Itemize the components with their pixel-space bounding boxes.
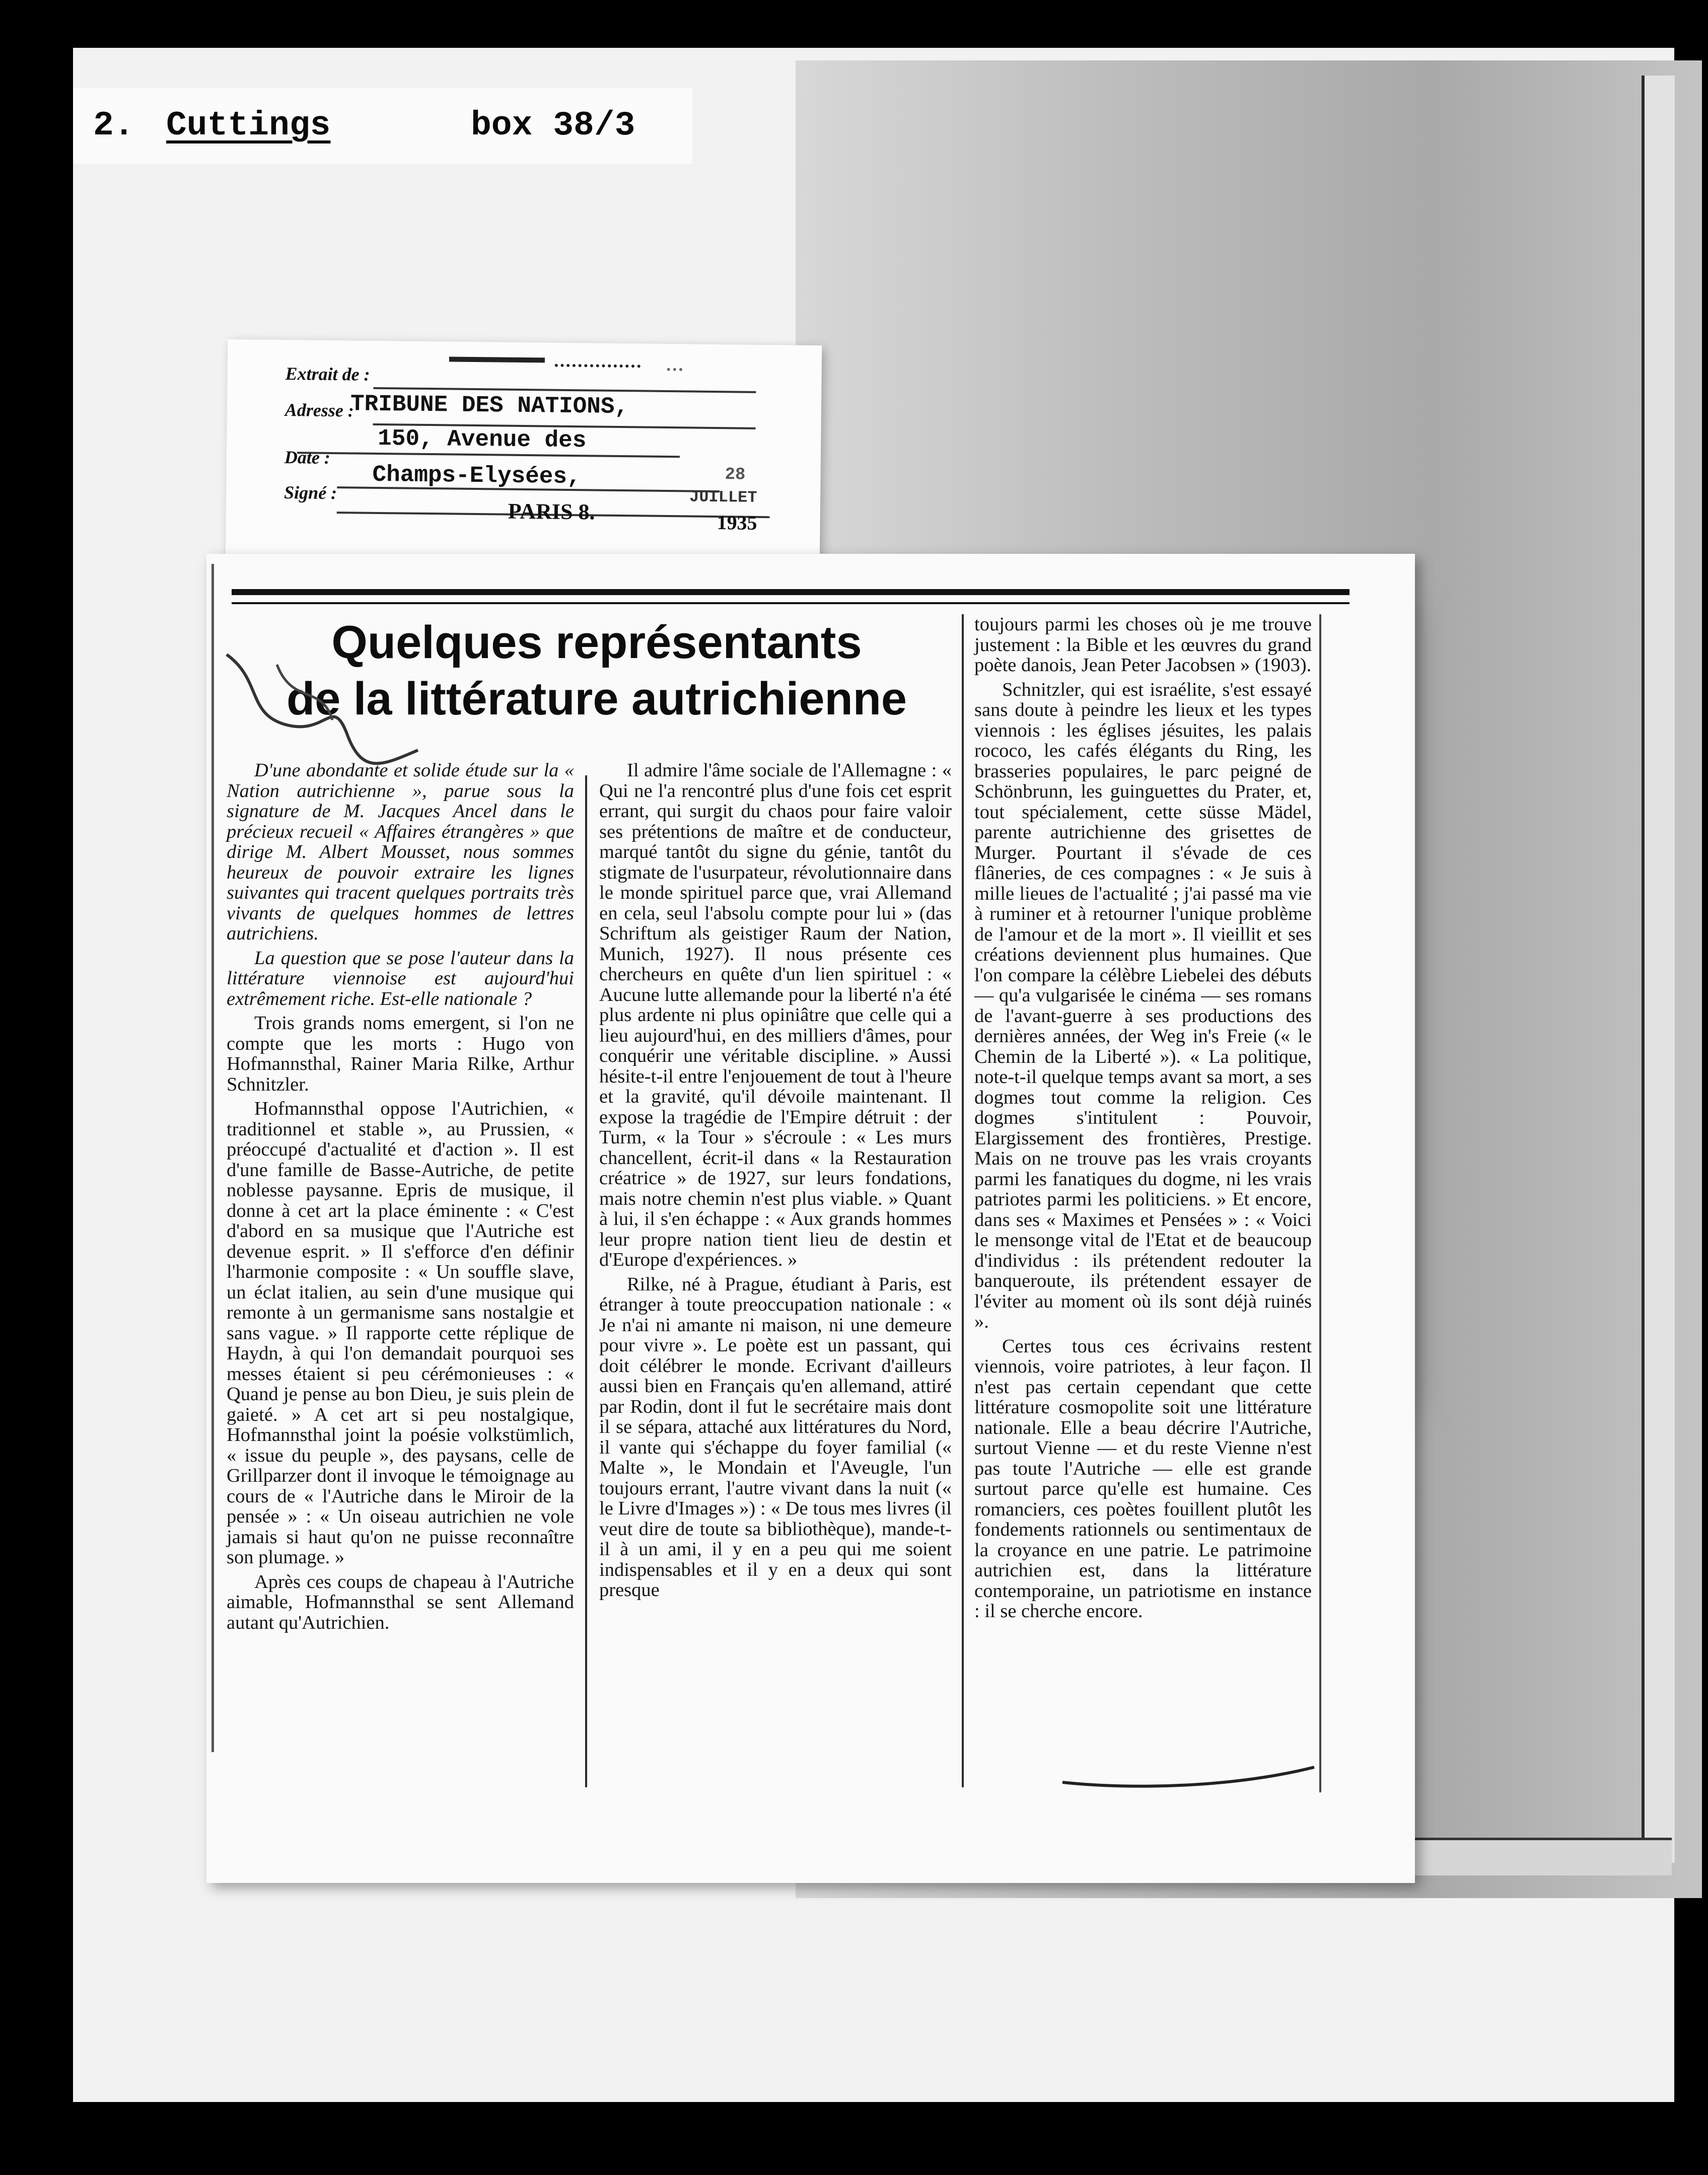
slip-label-extrait: Extrait de : [285,364,370,385]
slip-wave-rule [555,359,640,368]
archive-box: box 38/3 [471,106,635,145]
article-paragraph: Hofmannsthal oppose l'Autrichien, « traditionnel et stable », au Prussien, « préoccupé d'actualité et d'action ». Il est d'une famille de Basse-Autriche, de petite noblesse paysanne. Epris de musique, il donne à cet art la place éminente : « C'est d'abord en sa musique que l'Autriche est devenue esprit. » Il s'efforce d'en définir l'harmonie composite : « Un souffle slave, un éclat italien, au sein d'une musique qui remonte à un germanisme sans nostalgie et sans vague. » Il rapporte cette réplique de Haydn, à qui l'on demandait pourquoi ses messes étaient si peu cérémonieuses : « Quand je pense au bon Dieu, je suis plein de gaieté. » A cet art si peu nostalgique, Hofmannsthal joint la poésie volkstümlich, « issue du peuple », des paysans, celle de Grillparzer dont il invoque le témoignage au cours de « l'Autriche dans le Miroir de la pensée » : « Un oiseau autrichien ne vole jamais si haut qu'on ne puisse reconnaître son plumage. » [227,1098,574,1568]
article-paragraph: Trois grands noms emergent, si l'on ne compte que les morts : Hugo von Hofmannsthal, Rainer Maria Rilke, Arthur Schnitzler. [227,1012,574,1095]
press-clipping-slip [226,339,822,567]
article-paragraph: Rilke, né à Prague, étudiant à Paris, est étranger à toute preoccupation nationale : « Je n'ai ni amante ni maison, ni une demeure pour vivre ». Le poète est un passant, qui doit célébrer le monde. Ecrivant d'ailleurs aussi bien en Français qu'en allemand, attiré par Rodin, dont il fut le secrétaire mais dont il se sépara, attaché aux littératures du Nord, il vante qui s'échappe du foyer familial (« Malte », le Mondain et l'Aveugle, l'un toujours errant, l'autre vivant dans la nuit (« le Livre d'Images ») : « De tous mes livres (il veut dire de toute sa bibliothèque), mande-t-il à un ami, il y en a peu qui me soient indispensables et il y en a deux qui sont presque [599,1273,952,1601]
article-paragraph: Schnitzler, qui est israélite, s'est essayé sans doute à peindre les lieux et les types viennois : les églises jésuites, les palais rococo, les cafés élégants du Ring, les brasseries populaires, le parc peigné de Schönbrunn, les guinguettes du Prater, et, tout spécialement, cette süsse Mädel, parente autrichienne des grisettes de Murger. Pourtant il s'évade de ces flâneries, de ces compagnes : « Je suis à mille lieues de l'actualité ; j'ai passé ma vie à ruminer et à retourner l'unique problème de l'amour et de la mort ». Il vieillit et ses créations deviennent plus humaines. Que l'on compare la célèbre Liebelei des débuts — qu'a vulgarisée le cinéma — ses romans de l'avant-guerre à ses productions des dernières années, der Weg in's Freie (« le Chemin de la Liberté »). « La politique, note-t-il quelque temps avant sa mort, a ses dogmes tout comme la religion. Ces dogmes s'intitulent : Pouvoir, Elargissement des frontières, Prestige. Mais on ne trouve pas les vrais croyants parmi les fanatiques du dogme, ni les vrais patriotes parmi les politiciens. » Et encore, dans ses « Maximes et Pensées » : « Voici le mensonge vital de l'Etat et de beaucoup d'individus : ils prétendent redouter la banqueroute, ils prétendent essayer de l'éviter au moment où ils sont déjà ruinés ». [974,679,1312,1332]
article-paragraph: Après ces coups de chapeau à l'Autriche aimable, Hofmannsthal se sent Allemand autant qu'Autrichien. [227,1571,574,1633]
article-intro: D'une abondante et solide étude sur la « Nation autrichienne », parue sous la signature de M. Jacques Ancel dans le précieux recueil « Affaires étrangères » que dirige M. Albert Mousset, nous sommes heureux de pouvoir extraire les lignes suivantes qui tracent quelques portraits très vivants de quelques hommes de lettres autrichiens. [227,760,574,944]
stamp-date-day: 28 [725,465,746,485]
stamp-date-year: 1935 [717,511,757,534]
slip-label-date: Date : [284,447,331,468]
column-divider-2 [962,614,964,1787]
stamp-line-3: Champs-Elysées, [372,461,581,490]
stamp-line-1: TRIBUNE DES NATIONS, [350,391,629,420]
stamp-line-2: 150, Avenue des [378,425,587,454]
clipping-left-edge [211,564,214,1752]
article-column-3 [974,614,1312,1626]
header-rule-thin [232,602,1349,604]
slip-faint-header: … [665,354,685,375]
article-paragraph: toujours parmi les choses où je me trouve justement : la Bible et les œuvres du grand poète danois, Jean Peter Jacobsen » (1903). [974,614,1312,676]
article-paragraph: Il admire l'âme sociale de l'Allemagne : « Qui ne l'a rencontré plus d'une fois cet esprit errant, qui surgit du chaos pour faire valoir ses prétentions de maître et de conducteur, marqué tantôt du signe du génie, tantôt du stigmate de l'usurpateur, révolutionnaire dans le monde spirituel parce que, vrai Allemand en cela, seul l'absolu compte pour lui » (das Schriftum als geistiger Raum der Nation, Munich, 1927). Il nous présente ces chercheurs en quête d'un lien spirituel : « Aucune lutte allemande pour la liberté n'a été plus ardente ni plus opiniâtre que celle qui a lieu aujourd'hui, en des milliers d'âmes, pour conquérir une véritable discipline. » Aussi hésite-t-il entre l'enjouement de tout à l'heure et la gravité, qu'il dévoile maintenant. Il expose la tragédie de l'Empire détruit : der Turm, « la Tour » s'écroule : « Les murs chancellent, écrit-il dans « la Restauration créatrice » de 1927, sur leurs fondations, mais notre chemin n'est plus viable. » Quant à lui, il s'en échappe : « Aux grands hommes leur propre nation tient lieu de destin et d'Europe d'expériences. » [599,760,952,1270]
pen-underline-stroke [1057,1762,1319,1792]
article-title-line-1: Quelques représentants [331,617,862,668]
slip-label-adresse: Adresse : [284,400,354,421]
article-column-1 [227,760,574,1637]
stamp-line-4: PARIS 8. [508,498,595,525]
article-column-2 [599,760,952,1605]
stamp-date-month: JUILLET [689,487,757,507]
folder-edge [1642,76,1675,1863]
archive-number: 2. [93,106,134,145]
column-right-rule [1319,614,1321,1792]
column-divider-1 [585,775,587,1787]
archive-category: Cuttings [166,106,331,145]
pen-scribble [217,634,428,785]
article-intro-question: La question que se pose l'auteur dans la littérature viennoise est aujourd'hui extrêmement riche. Est-elle nationale ? [227,947,574,1009]
article-title-line-2: de la littérature autrichienne [286,673,907,724]
article-paragraph: Certes tous ces écrivains restent viennois, voire patriotes, à leur façon. Il n'est pas certain cependant que cette littérature cosmopolite soit une littérature nationale. Elle a beau décrire l'Autriche, surtout Vienne — et du reste Vienne n'est pas toute l'Autriche — elle est grande surtout parce qu'elle est humaine. Ces romanciers, ces poètes fouillent plutôt les fondements rationnels ou sentimentaux de la croyance en une patrie. Le patrimoine autrichien est, dans la littérature contemporaine, un patriotisme en instance : il se cherche encore. [974,1335,1312,1622]
slip-rule [449,356,545,362]
slip-label-signe: Signé : [283,482,337,503]
archive-label [73,88,692,164]
header-rule-thick [232,589,1349,595]
